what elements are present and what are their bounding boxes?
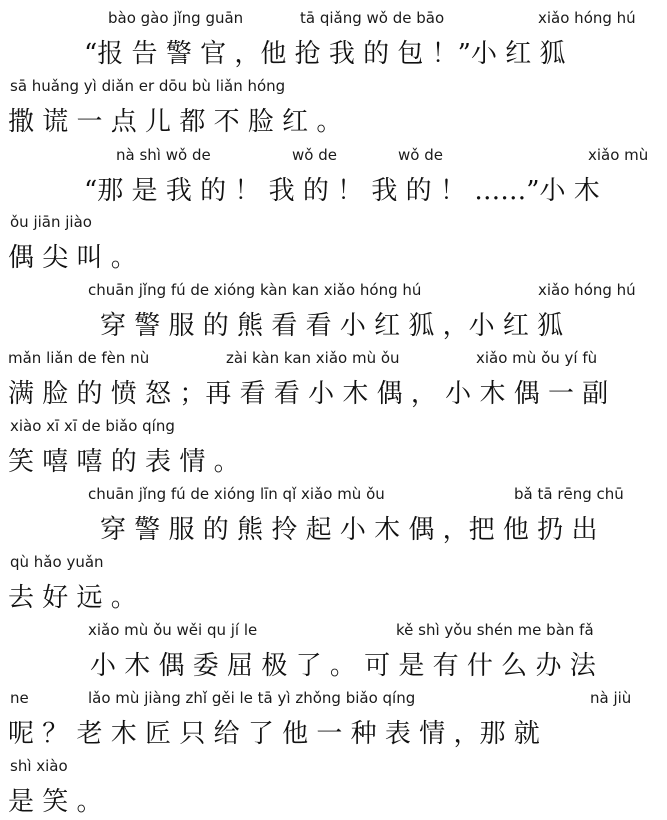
pinyin-segment: tā qiǎng wǒ de bāo xyxy=(300,9,445,27)
hanzi-text: “报 告 警 官 ，他 抢 我 的 包 ！”小 红 狐 xyxy=(84,39,566,69)
pinyin-segment: zài kàn kan xiǎo mù ǒu xyxy=(226,349,400,367)
pinyin-row xyxy=(0,756,667,776)
hanzi-text: 是 笑 。 xyxy=(8,787,103,817)
pinyin-segment: sā huǎng yì diǎn er dōu bù liǎn hóng xyxy=(10,77,286,95)
hanzi-text: “那 是 我 的 ！ 我 的 ！ 我 的 ！ ……”小 木 xyxy=(84,176,600,206)
pinyin-row xyxy=(0,416,667,436)
hanzi-row xyxy=(0,716,667,752)
pinyin-segment: xiǎo mù ǒu yí fù xyxy=(476,349,598,367)
pinyin-segment: shì xiào xyxy=(10,757,68,775)
pinyin-segment: xiǎo hóng hú xyxy=(538,9,636,27)
hanzi-text: 偶 尖 叫 。 xyxy=(8,243,137,273)
pinyin-segment: ne xyxy=(10,689,29,707)
hanzi-row xyxy=(0,173,667,209)
pinyin-segment: wǒ de xyxy=(398,146,443,164)
pinyin-segment: kě shì yǒu shén me bàn fǎ xyxy=(396,621,594,639)
pinyin-segment: ǒu jiān jiào xyxy=(10,213,92,231)
pinyin-segment: wǒ de xyxy=(292,146,337,164)
hanzi-text: 去 好 远 。 xyxy=(8,583,137,613)
pinyin-row xyxy=(0,688,667,708)
hanzi-text: 呢 ？ 老 木 匠 只 给 了 他 一 种 表 情 ，那 就 xyxy=(8,719,540,749)
hanzi-text: 撒 谎 一 点 儿 都 不 脸 红 。 xyxy=(8,107,343,137)
pinyin-row xyxy=(0,348,667,368)
pinyin-row xyxy=(0,552,667,572)
hanzi-row xyxy=(0,580,667,616)
pinyin-segment: xiào xī xī de biǎo qíng xyxy=(10,417,175,435)
pinyin-row xyxy=(0,484,667,504)
hanzi-text: 满 脸 的 愤 怒 ；再 看 看 小 木 偶 ， 小 木 偶 一 副 xyxy=(8,379,609,409)
hanzi-row xyxy=(0,36,667,72)
pinyin-row xyxy=(0,8,667,28)
hanzi-row xyxy=(0,240,667,276)
pinyin-segment: chuān jǐng fú de xióng līn qǐ xiǎo mù ǒu xyxy=(88,485,385,503)
hanzi-text: 笑 嘻 嘻 的 表 情 。 xyxy=(8,447,240,477)
hanzi-row xyxy=(0,376,667,412)
pinyin-segment: xiǎo hóng hú xyxy=(538,281,636,299)
hanzi-row xyxy=(0,784,667,820)
pinyin-row xyxy=(0,76,667,96)
pinyin-row xyxy=(0,280,667,300)
pinyin-row xyxy=(0,212,667,232)
hanzi-row xyxy=(0,512,667,548)
hanzi-row xyxy=(0,104,667,140)
hanzi-text: 小 木 偶 委 屈 极 了 。 可 是 有 什 么 办 法 xyxy=(90,651,596,681)
pinyin-segment: xiǎo mù xyxy=(588,146,649,164)
hanzi-text: 穿 警 服 的 熊 拎 起 小 木 偶 ，把 他 扔 出 xyxy=(100,515,598,545)
pinyin-segment: xiǎo mù ǒu wěi qu jí le xyxy=(88,621,258,639)
pinyin-segment: bào gào jǐng guān xyxy=(108,9,244,27)
pinyin-segment: bǎ tā rēng chū xyxy=(514,485,624,503)
pinyin-segment: mǎn liǎn de fèn nù xyxy=(8,349,150,367)
pinyin-segment: lǎo mù jiàng zhǐ gěi le tā yì zhǒng biǎo qíng xyxy=(88,689,416,707)
pinyin-row xyxy=(0,145,667,165)
pinyin-segment: nà jiù xyxy=(590,689,632,707)
pinyin-row xyxy=(0,620,667,640)
hanzi-text: 穿 警 服 的 熊 看 看 小 红 狐 ，小 红 狐 xyxy=(100,311,564,341)
hanzi-row xyxy=(0,648,667,684)
pinyin-segment: qù hǎo yuǎn xyxy=(10,553,104,571)
hanzi-row xyxy=(0,444,667,480)
pinyin-segment: chuān jǐng fú de xióng kàn kan xiǎo hóng hú xyxy=(88,281,422,299)
pinyin-segment: nà shì wǒ de xyxy=(116,146,211,164)
hanzi-row xyxy=(0,308,667,344)
